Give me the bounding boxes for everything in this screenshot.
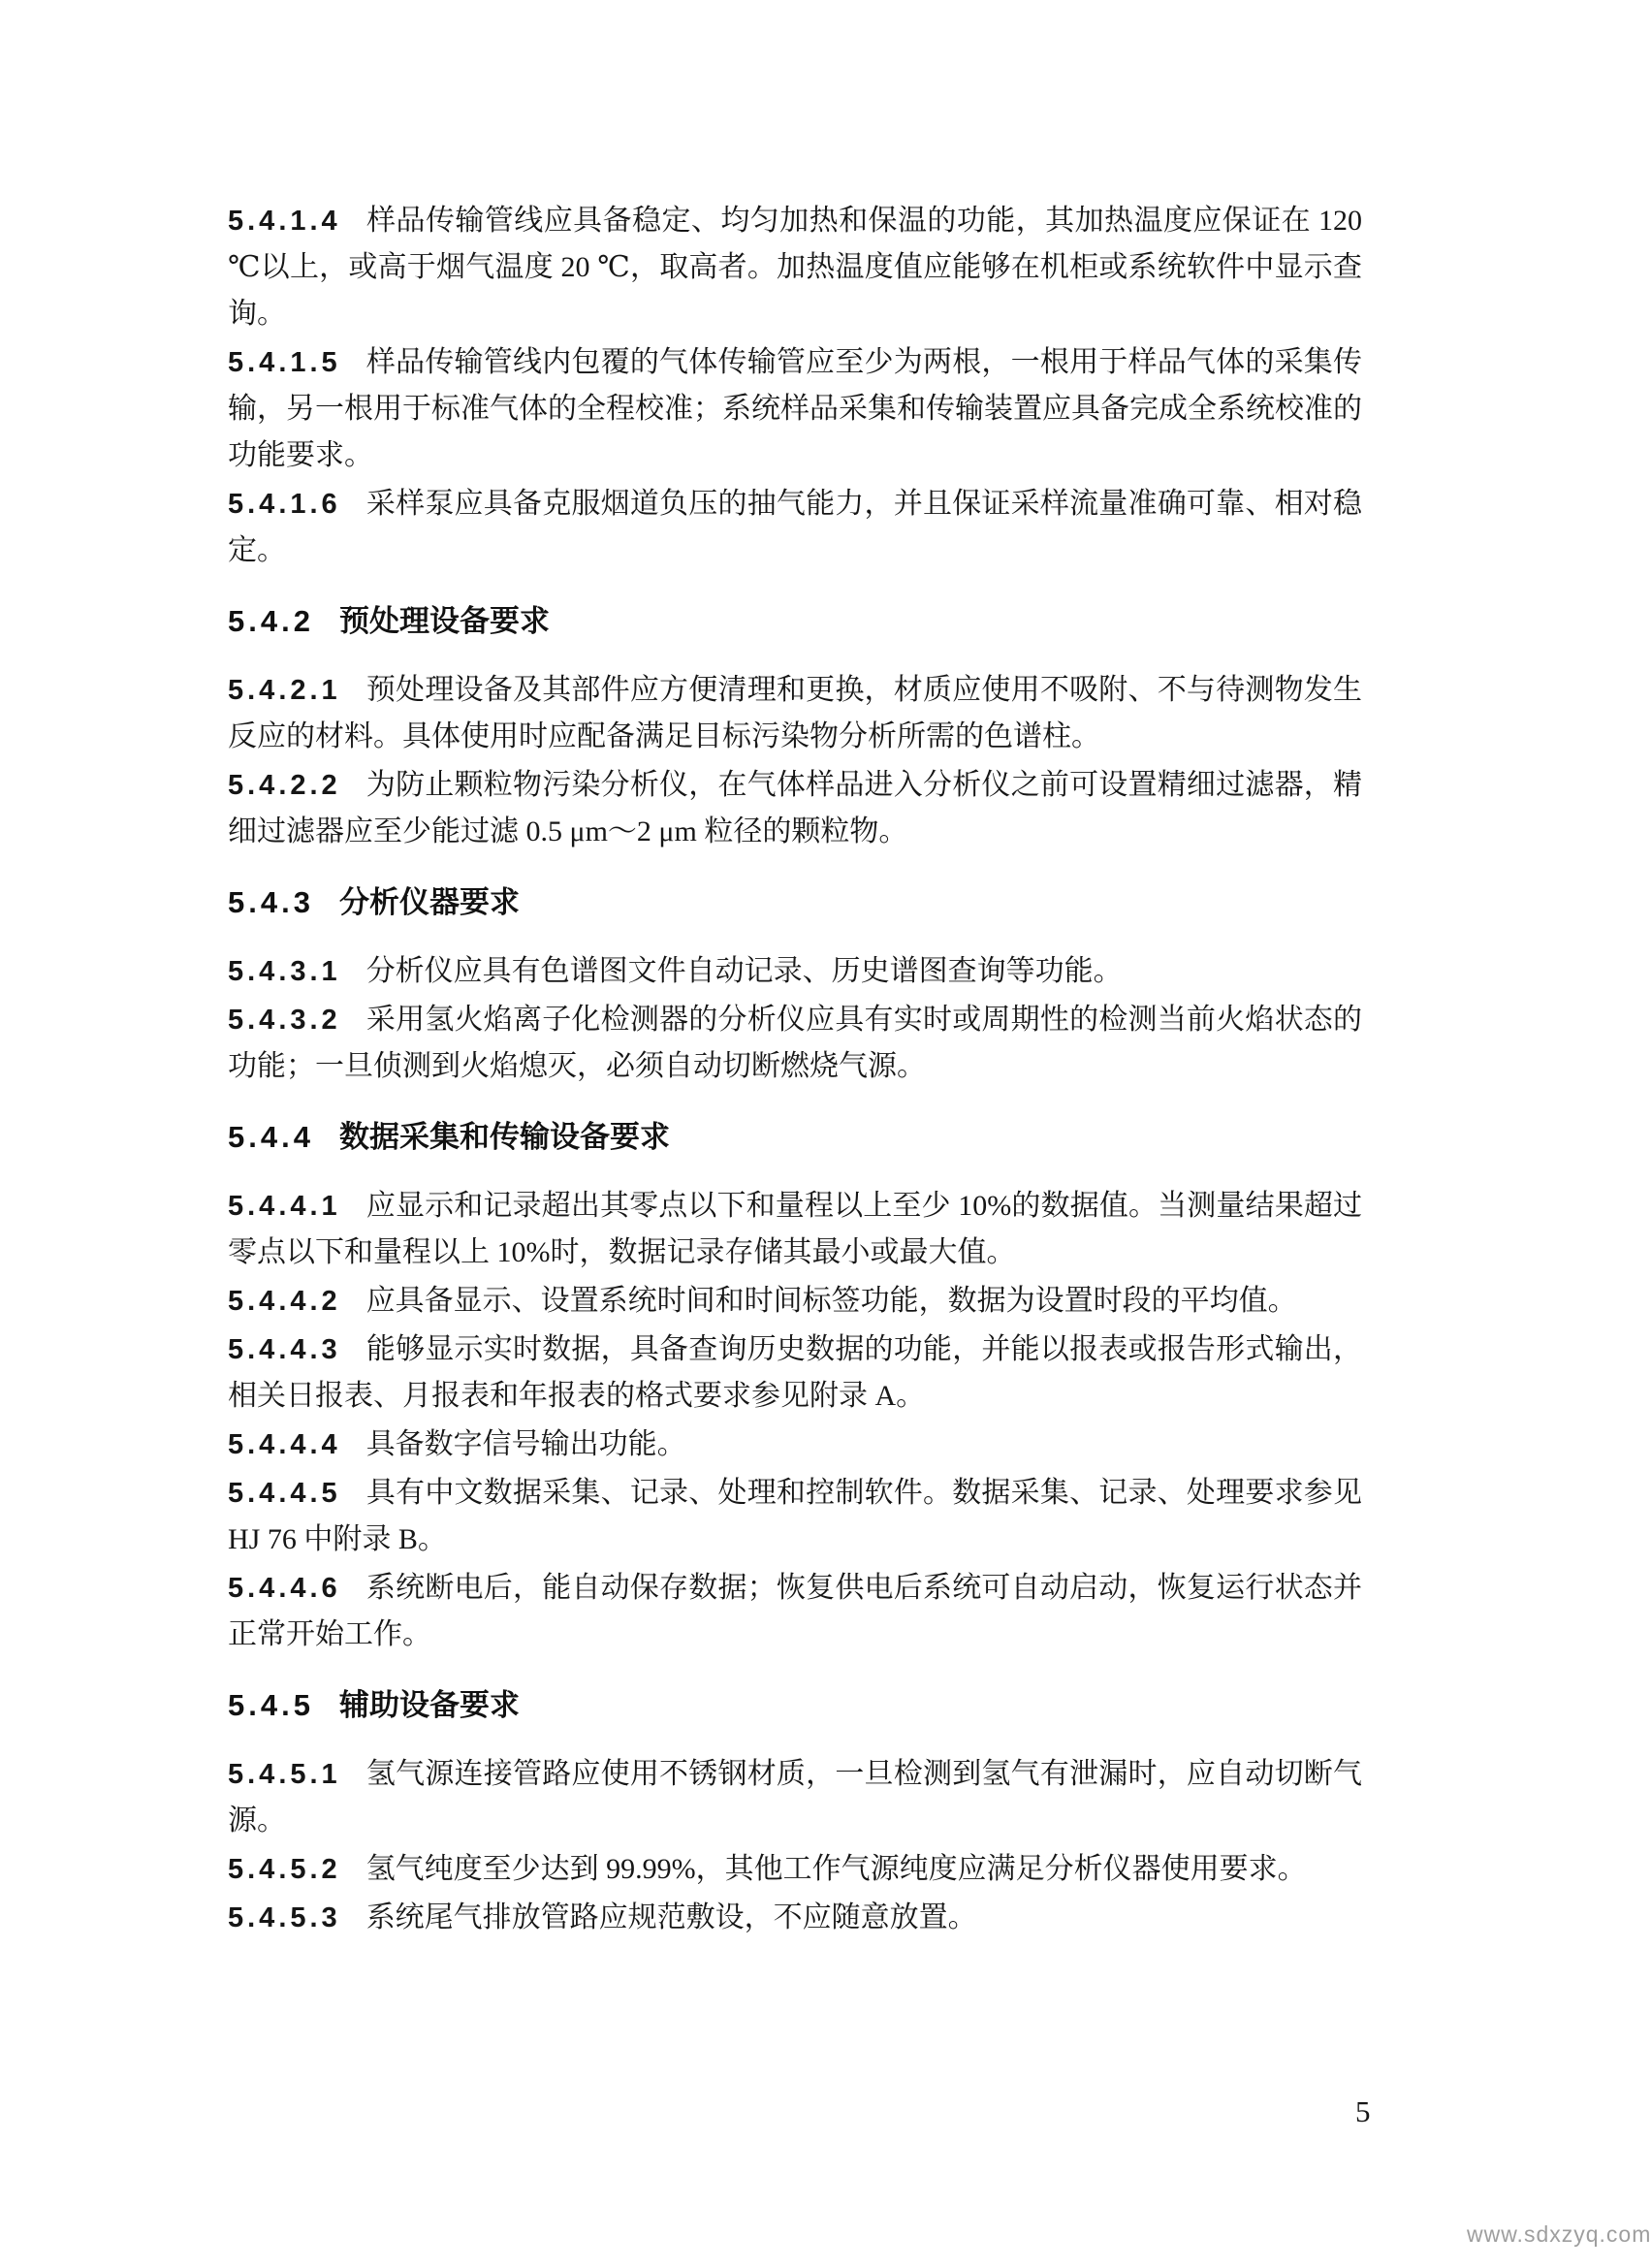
clause-text: 氢气源连接管路应使用不锈钢材质，一旦检测到氢气有泄漏时，应自动切断气源。 bbox=[228, 1758, 1362, 1837]
section-heading-5-4-3 bbox=[228, 878, 1362, 927]
clause-text: 具有中文数据采集、记录、处理和控制软件。数据采集、记录、处理要求参见 HJ 76 中附录 B。 bbox=[228, 1477, 1362, 1555]
clause-5-4-2-1 bbox=[228, 667, 1362, 760]
clause-text: 采用氢火焰离子化检测器的分析仪应具有实时或周期性的检测当前火焰状态的功能；一旦侦测到火焰熄灭，必须自动切断燃烧气源。 bbox=[228, 1004, 1362, 1082]
clause-number: 5.4.4.4 bbox=[228, 1429, 341, 1460]
clause-number: 5.4.4.6 bbox=[228, 1573, 341, 1604]
document-content bbox=[228, 198, 1362, 1943]
heading-text: 分析仪器要求 bbox=[338, 885, 520, 919]
clause-text: 采样泵应具备克服烟道负压的抽气能力，并且保证采样流量准确可靠、相对稳定。 bbox=[228, 488, 1362, 566]
heading-number: 5.4.2 bbox=[228, 604, 314, 638]
section-heading-5-4-2 bbox=[228, 597, 1362, 646]
clause-number: 5.4.2.2 bbox=[228, 770, 341, 801]
clause-5-4-1-5 bbox=[228, 339, 1362, 479]
clause-5-4-1-4 bbox=[228, 198, 1362, 337]
clause-number: 5.4.5.3 bbox=[228, 1902, 341, 1933]
clause-5-4-4-4 bbox=[228, 1421, 1362, 1468]
section-heading-5-4-4 bbox=[228, 1113, 1362, 1162]
clause-5-4-4-2 bbox=[228, 1278, 1362, 1325]
heading-text: 预处理设备要求 bbox=[338, 604, 550, 638]
clause-text: 样品传输管线应具备稳定、均匀加热和保温的功能，其加热温度应保证在 120 ℃以上，或高于烟气温度 20 ℃，取高者。加热温度值应能够在机柜或系统软件中显示查询。 bbox=[228, 205, 1362, 330]
clause-number: 5.4.5.2 bbox=[228, 1854, 341, 1885]
clause-5-4-4-3 bbox=[228, 1326, 1362, 1420]
clause-number: 5.4.4.3 bbox=[228, 1334, 341, 1365]
clause-text: 系统断电后，能自动保存数据；恢复供电后系统可自动启动，恢复运行状态并正常开始工作。 bbox=[228, 1572, 1362, 1650]
clause-text: 氢气纯度至少达到 99.99%，其他工作气源纯度应满足分析仪器使用要求。 bbox=[365, 1853, 1307, 1885]
clause-number: 5.4.5.1 bbox=[228, 1759, 341, 1790]
clause-5-4-3-2 bbox=[228, 997, 1362, 1090]
clause-5-4-5-3 bbox=[228, 1895, 1362, 1941]
clause-text: 能够显示实时数据，具备查询历史数据的功能，并能以报表或报告形式输出，相关日报表、月报表和年报表的格式要求参见附录 A。 bbox=[228, 1333, 1362, 1412]
clause-number: 5.4.1.5 bbox=[228, 347, 341, 378]
clause-5-4-4-5 bbox=[228, 1470, 1362, 1563]
clause-text: 系统尾气排放管路应规范敷设，不应随意放置。 bbox=[365, 1901, 977, 1933]
page-number: 5 bbox=[1355, 2094, 1371, 2128]
clause-number: 5.4.4.2 bbox=[228, 1286, 341, 1317]
clause-text: 应显示和记录超出其零点以下和量程以上至少 10%的数据值。当测量结果超过零点以下和量程以上 10%时，数据记录存储其最小或最大值。 bbox=[228, 1190, 1362, 1268]
clause-5-4-4-6 bbox=[228, 1565, 1362, 1658]
heading-number: 5.4.4 bbox=[228, 1120, 314, 1154]
heading-number: 5.4.3 bbox=[228, 885, 314, 919]
clause-text: 具备数字信号输出功能。 bbox=[365, 1428, 686, 1460]
clause-5-4-3-1 bbox=[228, 948, 1362, 995]
watermark: www.sdxzyq.com bbox=[1467, 2221, 1651, 2247]
clause-5-4-4-1 bbox=[228, 1183, 1362, 1276]
clause-text: 样品传输管线内包覆的气体传输管应至少为两根，一根用于样品气体的采集传输，另一根用于标准气体的全程校准；系统样品采集和传输装置应具备完成全系统校准的功能要求。 bbox=[228, 346, 1362, 471]
clause-number: 5.4.2.1 bbox=[228, 675, 341, 706]
clause-text: 为防止颗粒物污染分析仪，在气体样品进入分析仪之前可设置精细过滤器，精细过滤器应至少能过滤 0.5 μm～2 μm 粒径的颗粒物。 bbox=[228, 769, 1362, 847]
clause-number: 5.4.4.5 bbox=[228, 1478, 341, 1509]
heading-number: 5.4.5 bbox=[228, 1688, 314, 1722]
clause-5-4-1-6 bbox=[228, 481, 1362, 574]
clause-number: 5.4.4.1 bbox=[228, 1191, 341, 1222]
clause-5-4-2-2 bbox=[228, 762, 1362, 855]
clause-number: 5.4.3.2 bbox=[228, 1005, 341, 1036]
clause-5-4-5-1 bbox=[228, 1751, 1362, 1844]
section-heading-5-4-5 bbox=[228, 1681, 1362, 1730]
clause-number: 5.4.1.6 bbox=[228, 489, 341, 520]
clause-number: 5.4.3.1 bbox=[228, 956, 341, 987]
clause-5-4-5-2 bbox=[228, 1846, 1362, 1893]
clause-text: 分析仪应具有色谱图文件自动记录、历史谱图查询等功能。 bbox=[365, 955, 1123, 987]
clause-text: 应具备显示、设置系统时间和时间标签功能，数据为设置时段的平均值。 bbox=[365, 1285, 1297, 1317]
clause-number: 5.4.1.4 bbox=[228, 206, 341, 237]
clause-text: 预处理设备及其部件应方便清理和更换，材质应使用不吸附、不与待测物发生反应的材料。具体使用时应配备满足目标污染物分析所需的色谱柱。 bbox=[228, 674, 1362, 752]
heading-text: 数据采集和传输设备要求 bbox=[338, 1120, 670, 1154]
heading-text: 辅助设备要求 bbox=[338, 1688, 520, 1722]
